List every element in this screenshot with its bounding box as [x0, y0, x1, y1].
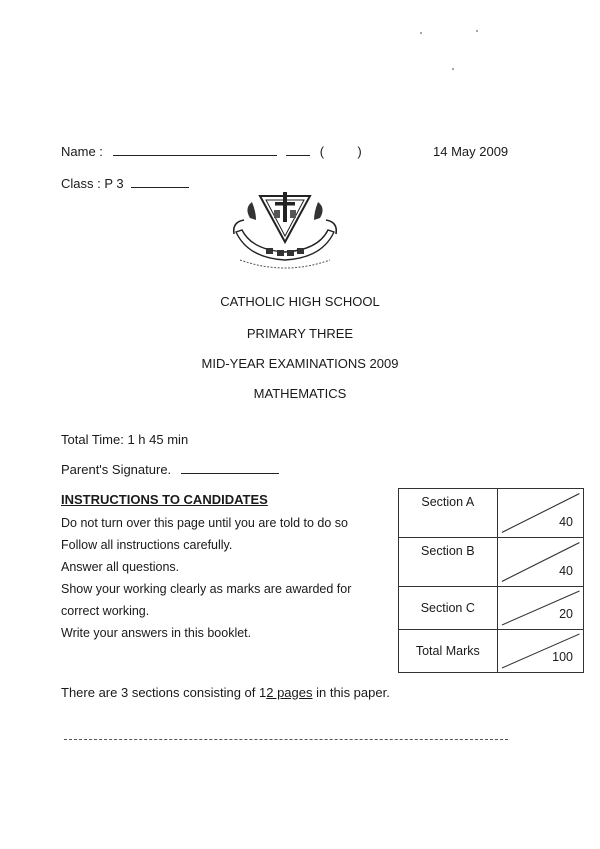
name-blank[interactable]: [113, 155, 277, 156]
page-count-underlined: 2 pages: [266, 685, 313, 700]
section-marks: 40: [559, 564, 573, 578]
section-marks-cell: [497, 489, 583, 538]
class-label: Class : P 3: [61, 176, 124, 191]
page-count-note: [61, 685, 390, 700]
section-marks: 40: [559, 515, 573, 529]
page-count-text-after: in this paper.: [312, 685, 390, 700]
instruction-item: Do not turn over this page until you are told to do so: [61, 516, 348, 530]
school-name: CATHOLIC HIGH SCHOOL: [220, 294, 380, 309]
instruction-item: Write your answers in this booklet.: [61, 626, 252, 640]
name-blank-extra[interactable]: [286, 155, 310, 156]
instruction-item: Follow all instructions carefully.: [61, 538, 233, 552]
instruction-item: Answer all questions.: [61, 560, 180, 574]
table-row: [399, 538, 584, 587]
table-row: [399, 630, 584, 673]
section-marks-cell: [497, 538, 583, 587]
section-label: Total Marks: [399, 630, 498, 673]
parent-signature-row: [61, 462, 279, 477]
table-row: [399, 587, 584, 630]
parent-signature-blank[interactable]: [181, 473, 279, 474]
section-label: Section C: [399, 587, 498, 630]
register-number-close: ): [357, 144, 362, 159]
diagonal-divider-icon: [498, 538, 583, 586]
total-time: Total Time: 1 h 45 min: [61, 432, 189, 447]
section-marks-cell: [497, 630, 583, 673]
subject-title: MATHEMATICS: [253, 386, 347, 401]
class-blank[interactable]: [131, 187, 189, 188]
register-number-open: (: [319, 144, 325, 159]
bottom-divider: [64, 739, 508, 740]
scan-speck: [420, 32, 422, 34]
level-title: PRIMARY THREE: [246, 326, 354, 341]
section-marks-cell: [497, 587, 583, 630]
table-row: [399, 489, 584, 538]
instructions-heading: INSTRUCTIONS TO CANDIDATES: [61, 492, 268, 507]
school-crest-icon: [230, 190, 340, 276]
parent-signature-label: Parent's Signature.: [61, 462, 172, 477]
section-marks: 100: [552, 650, 573, 664]
marks-table: [398, 488, 584, 673]
section-label: Section A: [399, 489, 498, 538]
section-label: Section B: [399, 538, 498, 587]
scan-speck: [452, 68, 454, 70]
exam-title: MID-YEAR EXAMINATIONS 2009: [201, 356, 399, 371]
scan-speck: [476, 30, 478, 32]
page-count-text-before: There are 3 sections consisting of 1: [61, 685, 267, 700]
section-marks: 20: [559, 607, 573, 621]
instructions-list: [61, 512, 391, 644]
exam-date: 14 May 2009: [433, 144, 509, 159]
instruction-item: correct working.: [61, 604, 150, 618]
diagonal-divider-icon: [498, 489, 583, 537]
instruction-item: Show your working clearly as marks are awarded for: [61, 582, 352, 596]
name-label: Name :: [61, 144, 103, 159]
class-row: [61, 176, 189, 191]
